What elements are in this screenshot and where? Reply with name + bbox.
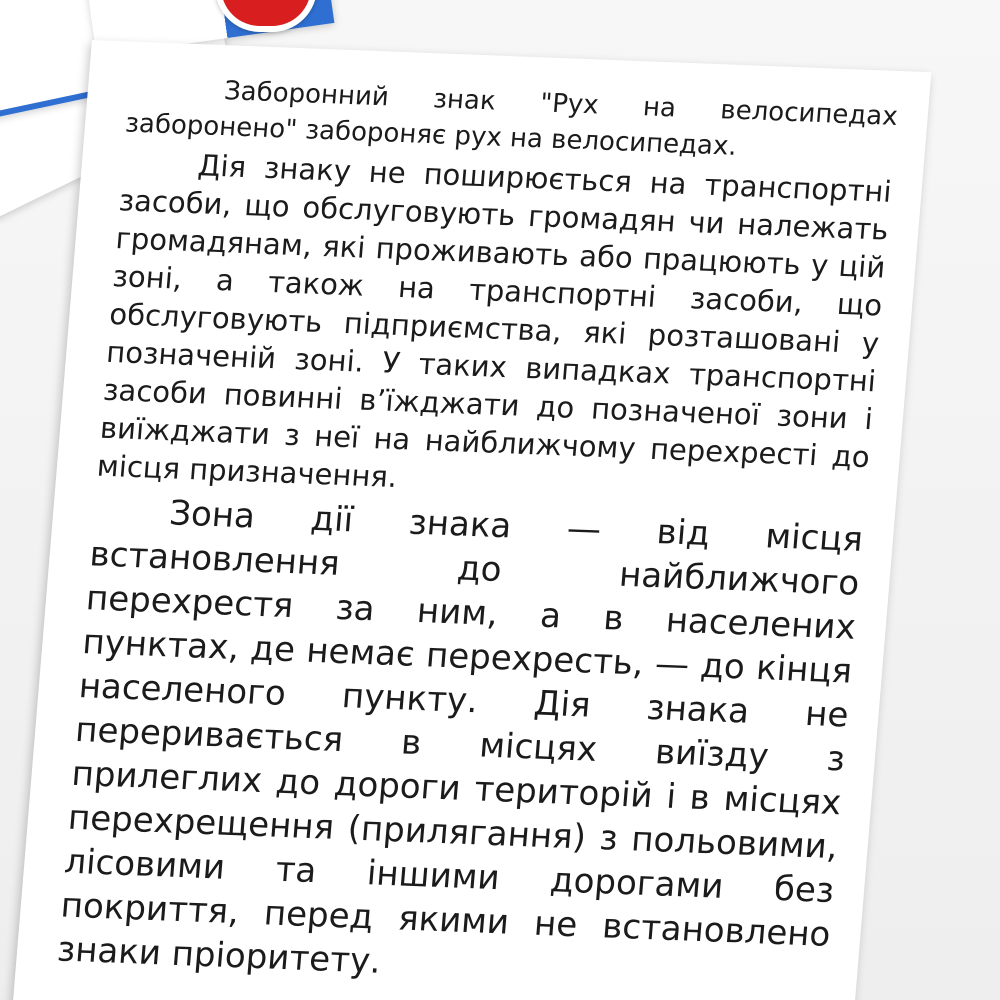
paragraph-sign-description: Заборонний знак "Рух на велосипедах заборонено" забороняє рух на велосипедах. xyxy=(124,76,899,162)
paragraph-zone-of-action: Зона дії знака — від місця встановлення до найближчого перехрестя за ним, а в населених пунктах, де немає перехресть, — до кінця населеного пункту. Дія знака не переривається в місцях виїзду з прилеглих до дороги територій і в місцях перехрещення (прилягання) з польовими, лісовими та іншими дорогами без покриття, перед якими не встановлено знаки пріоритету. xyxy=(55,493,865,982)
card-text-block xyxy=(56,69,900,1000)
paragraph-exceptions: Дія знаку не поширюється на транспортні засоби, що обслуговують громадян чи належать громадянам, які проживають або працюють у цій зоні, а також на транспортні засоби, що обслуговують підприємства, які розташовані у позначеній зоні. У таких випадках транспортні засоби повинні в’їжджати до позначеної зони і виїжджати з неї на найближчому перехресті до місця призначення. xyxy=(95,148,893,494)
text-card xyxy=(10,40,931,1000)
